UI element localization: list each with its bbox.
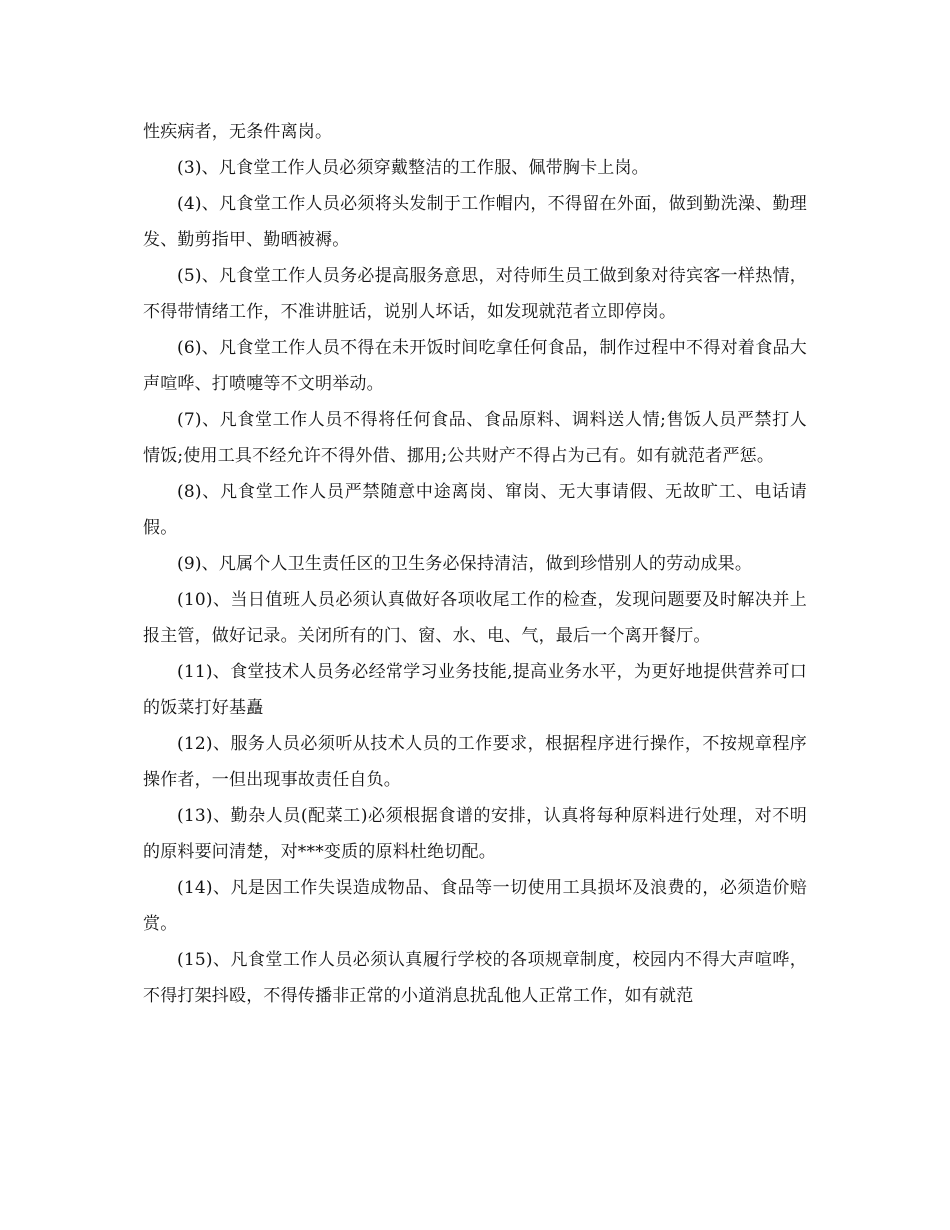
paragraph-12: (13)、勤杂人员(配菜工)必须根据食谱的安排，认真将每种原料进行处理，对不明的原料要问清楚，对***变质的原料杜绝切配。 [143,806,807,862]
paragraph-14: (15)、凡食堂工作人员必须认真履行学校的各项规章制度，校园内不得大声喧哗，不得打架抖殴，不得传播非正常的小道消息扰乱他人正常工作，如有就范 [143,950,807,1006]
paragraph-11: (12)、服务人员必须听从技术人员的工作要求，根据程序进行操作，不按规章程序操作者，一但出现事故责任自负。 [143,734,807,790]
document-body [143,114,807,1014]
paragraph-8: (9)、凡属个人卫生责任区的卫生务必保持清洁，做到珍惜别人的劳动成果。 [177,554,753,574]
paragraph-1: 性疾病者，无条件离岗。 [143,122,333,142]
paragraph-7: (8)、凡食堂工作人员严禁随意中途离岗、窜岗、无大事请假、无故旷工、电话请假。 [143,482,807,538]
paragraph-4: (5)、凡食堂工作人员务必提高服务意思，对待师生员工做到象对待宾客一样热情，不得带情绪工作，不准讲脏话，说别人坏话，如发现就范者立即停岗。 [143,266,807,322]
paragraph-5: (6)、凡食堂工作人员不得在未开饭时间吃拿任何食品，制作过程中不得对着食品大声喧哗、打喷嚏等不文明举动。 [143,338,807,394]
paragraph-10: (11)、食堂技术人员务必经常学习业务技能,提高业务水平，为更好地提供营养可口的饭菜打好基矗 [143,662,807,718]
paragraph-13: (14)、凡是因工作失误造成物品、食品等一切使用工具损坏及浪费的，必须造价赔赏。 [143,878,807,934]
paragraph-3: (4)、凡食堂工作人员必须将头发制于工作帽内，不得留在外面，做到勤洗澡、勤理发、勤剪指甲、勤晒被褥。 [143,194,807,250]
paragraph-6: (7)、凡食堂工作人员不得将任何食品、食品原料、调料送人情;售饭人员严禁打人情饭;使用工具不经允许不得外借、挪用;公共财产不得占为己有。如有就范者严惩。 [143,410,807,466]
paragraph-2: (3)、凡食堂工作人员必须穿戴整洁的工作服、佩带胸卡上岗。 [177,158,649,178]
paragraph-9: (10)、当日值班人员必须认真做好各项收尾工作的检查，发现问题要及时解决并上报主管，做好记录。关闭所有的门、窗、水、电、气，最后一个离开餐厅。 [143,590,807,646]
